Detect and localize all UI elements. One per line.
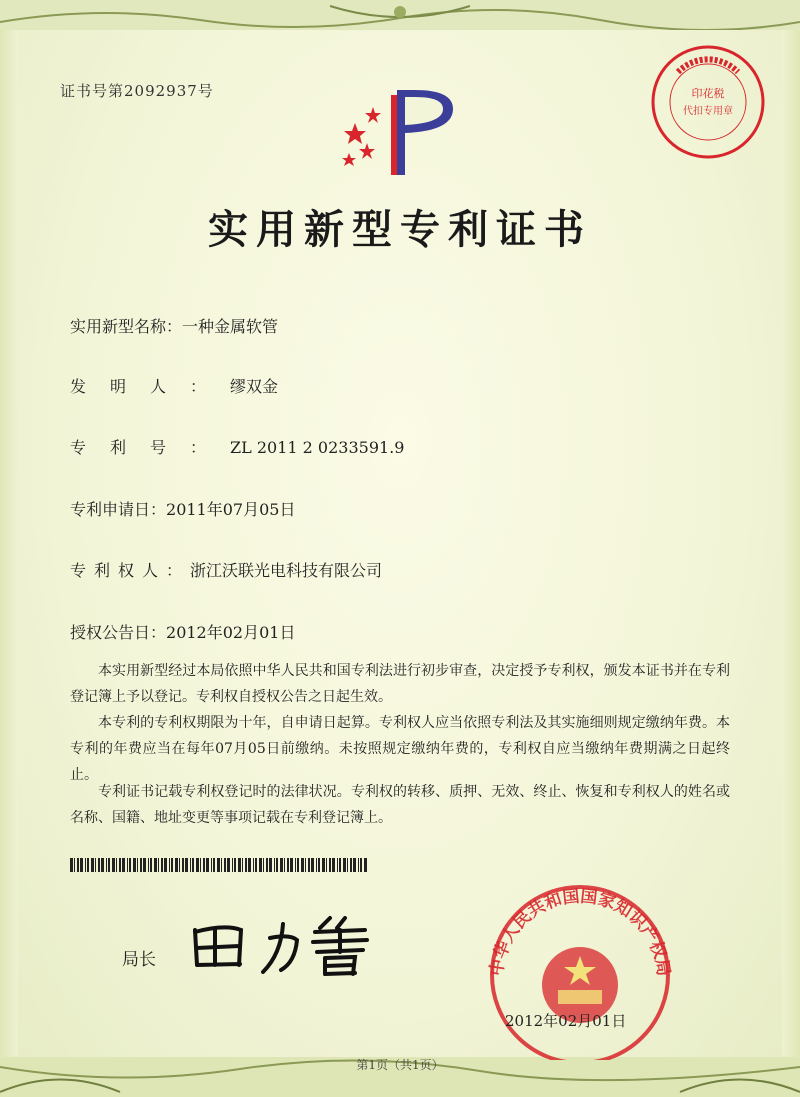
field-application-date (70, 497, 295, 520)
right-border (782, 0, 800, 1097)
paragraph-term: 本专利的专利权期限为十年，自申请日起算。专利权人应当依照专利法及其实施细则规定缴纳年费。本专利的年费应当在每年07月05日前缴纳。未按照规定缴纳年费的，专利权自应当缴纳年费期满之日起终止。 (70, 715, 730, 783)
left-border (0, 0, 18, 1097)
field-label: 实用新型名称： (70, 317, 183, 336)
field-value: 浙江沃联光电科技有限公司 (190, 561, 383, 580)
certificate-number: 证书号第2092937号 (60, 82, 214, 100)
field-label: 专利申请日： (70, 500, 167, 519)
paragraph-grant: 本实用新型经过本局依照中华人民共和国专利法进行初步审查，决定授予专利权，颁发本证书并在专利登记簿上予以登记。专利权自授权公告之日起生效。 (70, 663, 730, 705)
patent-office-emblem (335, 85, 465, 180)
field-label: 发明人： (70, 377, 231, 396)
field-patentee (70, 558, 382, 581)
svg-text:代扣专用章: 代扣专用章 (683, 106, 733, 117)
paragraph-legal-status: 专利证书记载专利权登记时的法律状况。专利权的转移、质押、无效、终止、恢复和专利权人的姓名或名称、国籍、地址变更等事项记载在专利登记簿上。 (70, 784, 730, 826)
seal-date: 2012年02月01日 (505, 1012, 627, 1030)
field-label: 授权公告日： (70, 623, 167, 642)
field-value: 2011年07月05日 (166, 500, 296, 519)
director-signature (185, 910, 385, 980)
page-number: 第1页（共1页） (356, 1058, 444, 1072)
field-utility-name (70, 314, 278, 337)
field-value: ZL 2011 2 0233591.9 (230, 438, 405, 457)
field-grant-date (70, 620, 295, 643)
field-patent-number (70, 435, 404, 458)
field-value: 2012年02月01日 (166, 623, 296, 642)
svg-text:印花税: 印花税 (691, 87, 725, 100)
field-inventor (70, 374, 278, 397)
certificate-title: 实用新型专利证书 (208, 206, 592, 253)
field-label: 专利号： (70, 438, 231, 457)
barcode (70, 858, 370, 872)
seal-text: 中华人民共和国国家知识产权局 (486, 886, 674, 978)
tax-stamp (648, 42, 768, 162)
field-value: 一种金属软管 (182, 317, 279, 336)
top-ornament (0, 0, 800, 30)
director-label: 局长 (122, 950, 156, 970)
field-label: 专利权人： (70, 561, 191, 580)
field-value: 缪双金 (230, 377, 279, 396)
official-seal (480, 880, 680, 1060)
